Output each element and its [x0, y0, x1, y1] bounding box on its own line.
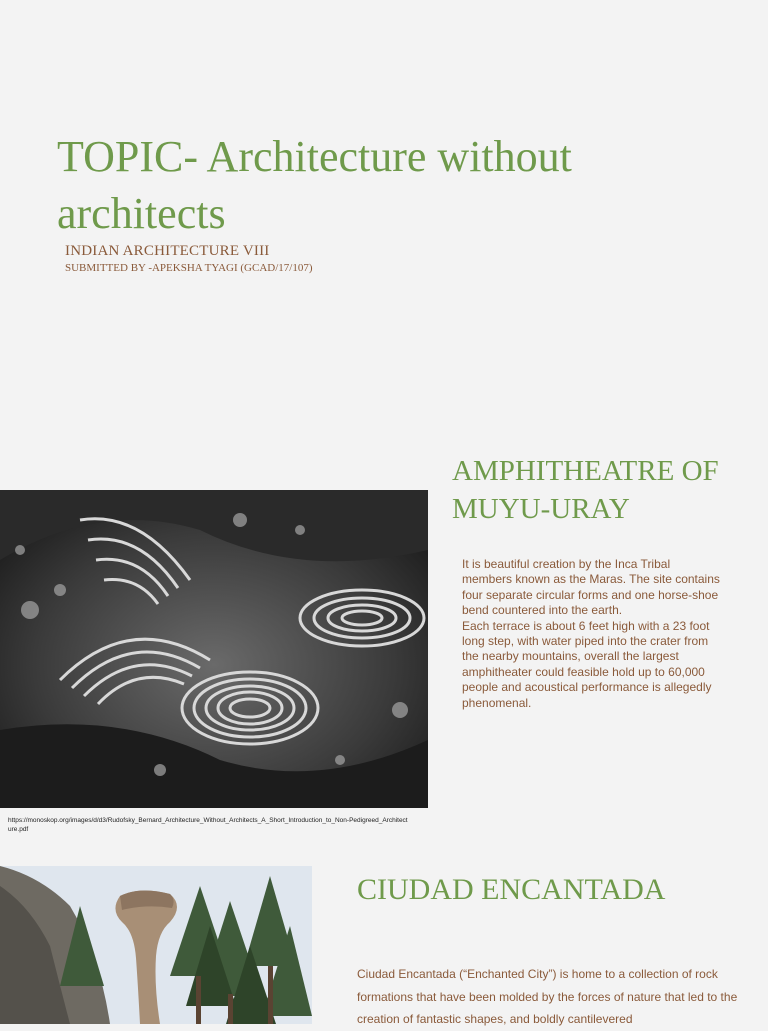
ciudad-encantada-heading: CIUDAD ENCANTADA [357, 873, 666, 906]
amphitheatre-heading: AMPHITHEATRE OF MUYU-URAY [452, 455, 719, 525]
ciudad-encantada-description: Ciudad Encantada (“Enchanted City”) is home to a collection of rock formations that have been molded by the forces of nature that led to the creation of fantastic shapes, and boldly cantilevered [357, 967, 738, 1026]
source-link[interactable]: https://monoskop.org/images/d/d3/Rudofsky_Bernard_Architecture_Without_Architects_A_Short_Introduction_to_Non-Pedigreed_Architecture.pdf [8, 817, 408, 833]
course-subtitle: INDIAN ARCHITECTURE VIII [65, 243, 270, 259]
amphitheatre-paragraph-1: It is beautiful creation by the Inca Tribal members known as the Maras. The site contains four separate circular forms and one horse-shoe bend countered into the earth. [462, 557, 720, 618]
rock-formation-photo [0, 866, 312, 1024]
slide-title: TOPIC- Architecture without architects [57, 132, 572, 238]
amphitheatre-paragraph-2: Each terrace is about 6 feet high with a 23 foot long step, with water piped into the crater from the nearby mountains, overall the largest amphitheater could feasible hold up to 60,000 people and acoustical performance is allegedly phenomenal. [462, 618, 712, 710]
title-slide [0, 0, 768, 440]
muyu-uray-terraces-photo [0, 490, 428, 808]
submitted-by: SUBMITTED BY -APEKSHA TYAGI (GCAD/17/107) [65, 262, 313, 274]
amphitheatre-description [462, 557, 720, 711]
